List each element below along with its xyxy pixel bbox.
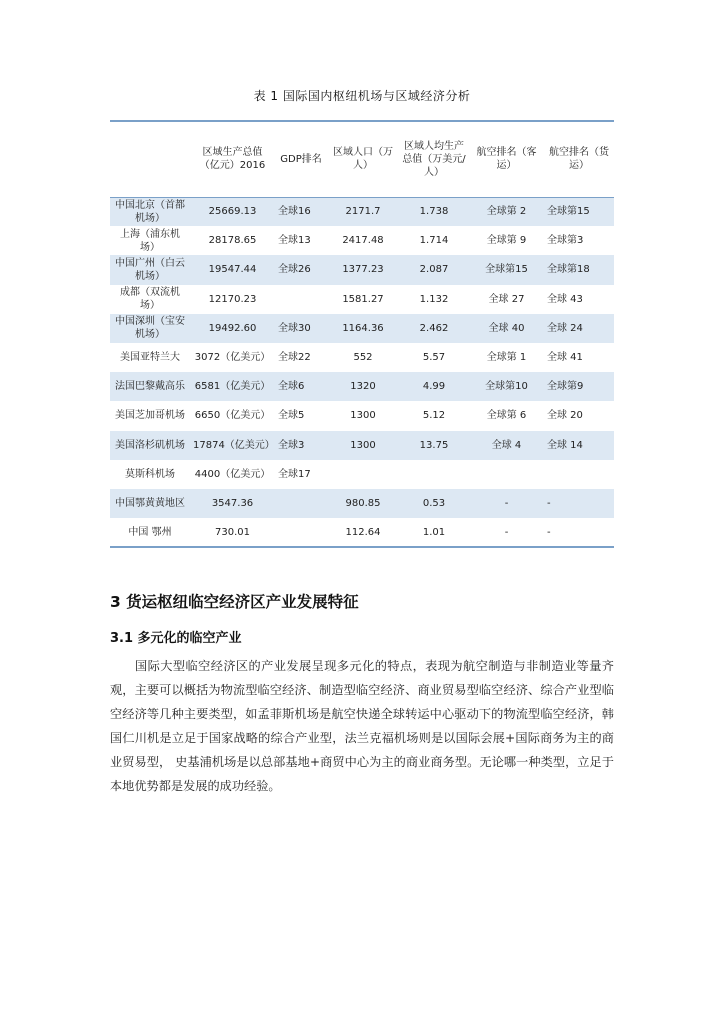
cell-region: 成都（双流机场）: [120, 287, 180, 312]
table-caption: 表 1 国际国内枢纽机场与区域经济分析: [253, 89, 471, 103]
cell-gdp-value: 4400（亿美元）: [194, 468, 271, 480]
table-row: [110, 255, 614, 284]
cell-per-capita: 5.57: [422, 352, 446, 364]
table-row: [110, 197, 614, 226]
cell-region: 美国亚特兰大: [120, 352, 180, 364]
table-header: [110, 121, 614, 197]
cell-per-capita: 1.738: [419, 206, 449, 218]
cell-per-capita: 1.132: [419, 293, 449, 305]
cell-passenger-rank: -: [504, 526, 509, 538]
cell-region: 法国巴黎戴高乐: [115, 381, 185, 393]
cell-gdp-rank: 全球3: [278, 439, 305, 451]
cell-gdp-value: 730.01: [215, 526, 250, 538]
cell-per-capita: 2.087: [419, 264, 449, 276]
cell-gdp-rank: 全球17: [278, 468, 311, 480]
cell-gdp-rank: 全球6: [278, 381, 305, 393]
header-passenger-rank: 航空排名（客运）: [476, 147, 537, 172]
header-gdp-rank: GDP排名: [280, 153, 322, 165]
table-row: [110, 460, 614, 489]
table-row: [110, 372, 614, 401]
cell-gdp-value: 19547.44: [208, 264, 257, 276]
header-population: 区域人口（万人）: [333, 147, 393, 172]
cell-gdp-rank: [275, 285, 327, 314]
table-row: [110, 285, 614, 314]
cell-passenger-rank: 全球第15: [485, 264, 528, 276]
cell-per-capita: 5.12: [422, 410, 446, 422]
cell-gdp-rank: 全球26: [278, 264, 311, 276]
cell-population: 1300: [350, 410, 376, 422]
cell-cargo-rank: 全球 43: [547, 293, 583, 305]
cell-cargo-rank: 全球第3: [547, 235, 584, 247]
cell-region: 美国洛杉矶机场: [115, 439, 185, 451]
cell-passenger-rank: 全球 27: [488, 293, 525, 305]
cell-region: 中国 鄂州: [128, 526, 172, 538]
cell-cargo-rank: 全球第15: [547, 206, 590, 218]
cell-passenger-rank: 全球 40: [488, 322, 525, 334]
cell-region: 中国鄂黄黄地区: [115, 497, 185, 509]
cell-gdp-value: 6650（亿美元）: [194, 410, 271, 422]
cell-gdp-rank: 全球16: [278, 206, 311, 218]
cell-population: 112.64: [345, 526, 381, 538]
header-region: [110, 121, 190, 197]
cell-cargo-rank: 全球第18: [547, 264, 590, 276]
table-row: [110, 226, 614, 255]
cell-cargo-rank: -: [547, 497, 551, 509]
cell-cargo-rank: 全球第9: [547, 381, 584, 393]
cell-population: 2171.7: [345, 206, 381, 218]
cell-population: 1320: [350, 381, 376, 393]
cell-gdp-value: 19492.60: [208, 322, 257, 334]
cell-population: 552: [353, 352, 373, 364]
cell-gdp-value: 3547.36: [211, 497, 254, 509]
table-body: [110, 197, 614, 547]
cell-per-capita: 4.99: [422, 381, 446, 393]
cell-passenger-rank: -: [504, 497, 509, 509]
cell-gdp-value: 3072（亿美元）: [194, 352, 271, 364]
cell-region: 美国芝加哥机场: [115, 410, 185, 422]
cell-passenger-rank: 全球第 2: [486, 206, 527, 218]
table-row: [110, 518, 614, 547]
cell-per-capita: 13.75: [419, 439, 449, 451]
cell-region: 中国广州（白云机场）: [115, 257, 185, 282]
airport-economy-table: [110, 120, 614, 548]
table-row: [110, 401, 614, 430]
cell-population: 1377.23: [342, 264, 384, 276]
cell-gdp-rank: 全球5: [278, 410, 305, 422]
header-per-capita: 区域人均生产总值（万美元/人）: [402, 140, 466, 178]
cell-gdp-rank: 全球13: [278, 235, 311, 247]
table-row: [110, 314, 614, 343]
table-row: [110, 431, 614, 460]
cell-population: 2417.48: [342, 235, 384, 247]
cell-cargo-rank: 全球 14: [547, 439, 583, 451]
cell-population: 980.85: [345, 497, 381, 509]
header-gdp-value: 区域生产总值（亿元）2016: [199, 147, 266, 172]
body-paragraph: 国际大型临空经济区的产业发展呈现多元化的特点，表现为航空制造与非制造业等量齐观，主要可以概括为物流型临空经济、制造型临空经济、商业贸易型临空经济、综合产业型临空经济等几种主要类型，如孟菲斯机场是航空快递全球转运中心驱动下的物流型临空经济，韩国仁川机是立足于国家战略的综合产业型，法兰克福机场则是以国际会展+国际商务为主的商业贸易型， 史基浦机场是以总部基地+商贸中心为主的商业商务型。无论哪一种类型，立足于本地优势都是发展的成功经验。: [110, 659, 614, 793]
cell-cargo-rank: [544, 460, 614, 489]
cell-gdp-rank: [275, 518, 327, 547]
table-row: [110, 343, 614, 372]
cell-gdp-rank: 全球22: [278, 352, 311, 364]
cell-gdp-value: 12170.23: [208, 293, 257, 305]
cell-per-capita: 1.714: [419, 235, 449, 247]
section-heading: 3 货运枢纽临空经济区产业发展特征: [110, 593, 359, 611]
cell-gdp-value: 6581（亿美元）: [194, 381, 271, 393]
cell-gdp-rank: 全球30: [278, 322, 311, 334]
cell-population: 1164.36: [342, 322, 384, 334]
cell-gdp-value: 17874（亿美元）: [193, 439, 275, 451]
cell-passenger-rank: 全球第 6: [486, 410, 527, 422]
cell-region: 上海（浦东机场）: [120, 228, 180, 253]
subsection-heading: 3.1 多元化的临空产业: [110, 631, 242, 646]
table-row: [110, 489, 614, 518]
cell-per-capita: 0.53: [422, 497, 446, 509]
cell-region: 中国北京（首都机场）: [115, 199, 185, 224]
cell-per-capita: [399, 460, 469, 489]
cell-region: 中国深圳（宝安机场）: [115, 316, 185, 341]
cell-gdp-value: 25669.13: [208, 206, 257, 218]
cell-gdp-value: 28178.65: [208, 235, 257, 247]
cell-population: 1300: [350, 439, 376, 451]
cell-gdp-rank: [275, 489, 327, 518]
cell-passenger-rank: 全球第10: [485, 381, 528, 393]
cell-passenger-rank: [469, 460, 544, 489]
cell-cargo-rank: 全球 41: [547, 352, 583, 364]
cell-region: 莫斯科机场: [125, 468, 175, 480]
cell-per-capita: 1.01: [422, 526, 446, 538]
header-cargo-rank: 航空排名（货运）: [549, 147, 609, 172]
cell-cargo-rank: 全球 24: [547, 322, 583, 334]
cell-passenger-rank: 全球 4: [491, 439, 522, 451]
cell-population: [327, 460, 399, 489]
cell-cargo-rank: -: [547, 526, 551, 538]
cell-passenger-rank: 全球第 9: [486, 235, 527, 247]
cell-population: 1581.27: [342, 293, 384, 305]
cell-per-capita: 2.462: [419, 322, 449, 334]
cell-passenger-rank: 全球第 1: [486, 352, 527, 364]
cell-cargo-rank: 全球 20: [547, 410, 583, 422]
